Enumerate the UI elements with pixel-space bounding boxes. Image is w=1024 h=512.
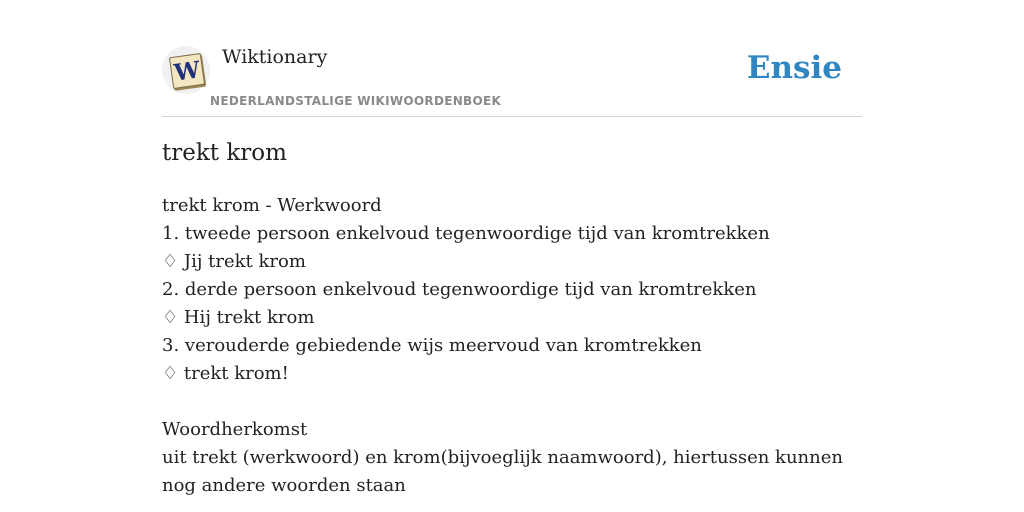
site-name[interactable]: Wiktionary xyxy=(222,46,328,68)
entry-content xyxy=(162,192,862,500)
etymology-text: uit trekt (werkwoord) en krom(bijvoeglijk naamwoord), hiertussen kunnen nog andere woorden staan xyxy=(162,447,843,496)
page xyxy=(162,0,862,512)
sense-example-3: ♢ trekt krom! xyxy=(162,363,289,384)
sense-example-1: ♢ Jij trekt krom xyxy=(162,251,306,272)
sense-definition-1: 1. tweede persoon enkelvoud tegenwoordige tijd van kromtrekken xyxy=(162,223,770,244)
ensie-brand-logo[interactable]: Ensie xyxy=(746,50,842,86)
site-header xyxy=(162,0,862,117)
logo-tile xyxy=(169,53,205,89)
sense-definition-2: 2. derde persoon enkelvoud tegenwoordige tijd van kromtrekken xyxy=(162,279,757,300)
logo-letter: W xyxy=(172,55,202,87)
section-spacer xyxy=(162,388,862,416)
sense-definition-3: 3. verouderde gebiedende wijs meervoud van kromtrekken xyxy=(162,335,702,356)
sense-example-2: ♢ Hij trekt krom xyxy=(162,307,315,328)
wiktionary-logo-icon[interactable] xyxy=(162,46,210,94)
site-subtitle: NEDERLANDSTALIGE WIKIWOORDENBOEK xyxy=(210,94,502,108)
entry-heading: trekt krom - Werkwoord xyxy=(162,195,382,216)
page-title: trekt krom xyxy=(162,140,287,166)
etymology-heading: Woordherkomst xyxy=(162,419,308,440)
